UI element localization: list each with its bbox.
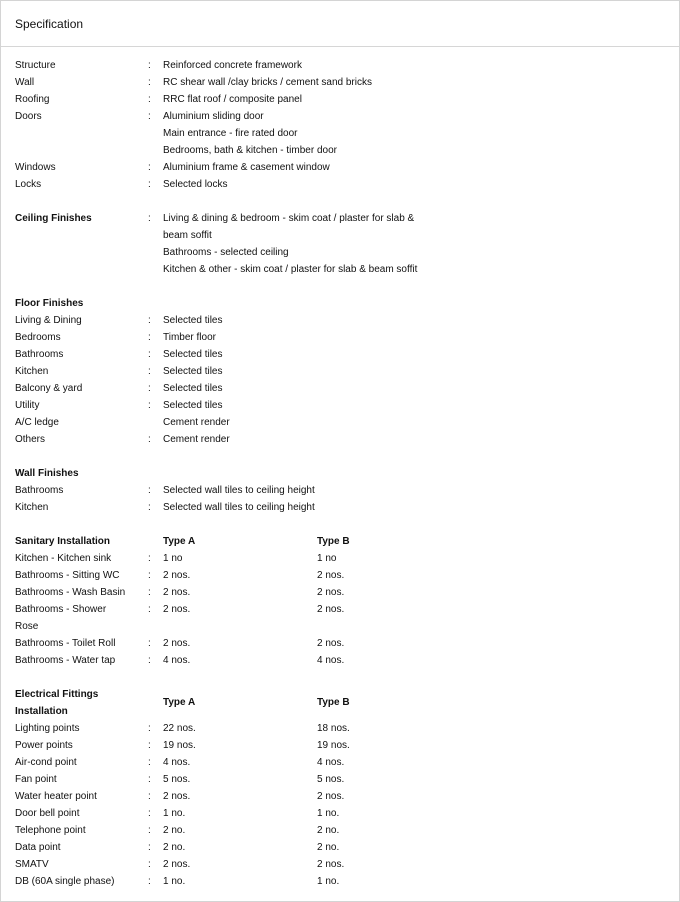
type-b-value: 2 no. — [317, 825, 340, 836]
colon: : — [148, 808, 151, 819]
type-b-value: 1 no — [317, 553, 337, 564]
colon: : — [148, 638, 151, 649]
type-a-value: 5 nos. — [163, 774, 191, 785]
spec-value: RC shear wall /clay bricks / cement sand bricks — [163, 77, 372, 88]
spec-label: Others — [15, 434, 46, 445]
section-heading: Ceiling Finishes — [15, 213, 92, 224]
spec-label: SMATV — [15, 859, 49, 870]
table-row — [15, 805, 679, 822]
spec-row — [15, 57, 679, 74]
colon: : — [148, 162, 151, 173]
spec-value: Main entrance - fire rated door — [163, 128, 298, 139]
page-title: Specification — [15, 16, 84, 31]
spec-value: Aluminium frame & casement window — [163, 162, 330, 173]
colon: : — [148, 740, 151, 751]
spec-value: Cement render — [163, 434, 230, 445]
type-a-heading: Type A — [163, 536, 196, 547]
type-a-heading: Type A — [163, 697, 196, 708]
colon: : — [148, 842, 151, 853]
colon: : — [148, 383, 151, 394]
spec-row — [15, 176, 679, 193]
type-b-value: 18 nos. — [317, 723, 350, 734]
spec-label: Bedrooms — [15, 332, 61, 343]
spec-label: Rose — [15, 621, 39, 632]
colon: : — [148, 434, 151, 445]
colon: : — [148, 332, 151, 343]
table-row — [15, 839, 679, 856]
section-heading-row — [15, 533, 679, 550]
spec-row — [15, 261, 679, 278]
colon: : — [148, 876, 151, 887]
spec-label: Kitchen — [15, 502, 49, 513]
type-a-value: 2 nos. — [163, 570, 191, 581]
spec-row — [15, 482, 679, 499]
section-heading: Wall Finishes — [15, 468, 79, 479]
type-b-value: 4 nos. — [317, 655, 345, 666]
spec-row — [15, 74, 679, 91]
spec-label: Lighting points — [15, 723, 80, 734]
type-b-value: 2 no. — [317, 842, 340, 853]
type-a-value: 22 nos. — [163, 723, 196, 734]
type-b-value: 2 nos. — [317, 638, 345, 649]
type-a-value: 2 nos. — [163, 638, 191, 649]
type-b-value: 2 nos. — [317, 570, 345, 581]
spec-row — [15, 125, 679, 142]
spec-label: Bathrooms - Shower — [15, 604, 107, 615]
colon: : — [148, 859, 151, 870]
colon: : — [148, 179, 151, 190]
spec-row — [15, 244, 679, 261]
table-row — [15, 652, 679, 669]
spec-label: Data point — [15, 842, 61, 853]
ceiling-section — [15, 210, 679, 278]
type-a-value: 4 nos. — [163, 757, 191, 768]
type-b-heading: Type B — [317, 697, 350, 708]
spec-label: Structure — [15, 60, 56, 71]
spec-label: Door bell point — [15, 808, 80, 819]
colon: : — [148, 570, 151, 581]
colon: : — [148, 366, 151, 377]
section-heading-row — [15, 703, 679, 720]
table-row — [15, 720, 679, 737]
spec-row — [15, 499, 679, 516]
type-a-value: 1 no — [163, 553, 183, 564]
type-b-value: 4 nos. — [317, 757, 345, 768]
spec-label: Locks — [15, 179, 42, 190]
type-a-value: 2 nos. — [163, 791, 191, 802]
table-row — [15, 635, 679, 652]
spec-value: Aluminium sliding door — [163, 111, 264, 122]
section-heading-row — [15, 686, 679, 708]
section-heading-row — [15, 295, 679, 312]
colon: : — [148, 94, 151, 105]
type-a-value: 2 nos. — [163, 859, 191, 870]
type-a-value: 2 nos. — [163, 604, 191, 615]
section-heading: Floor Finishes — [15, 298, 84, 309]
type-b-value: 2 nos. — [317, 791, 345, 802]
spec-label: Telephone point — [15, 825, 86, 836]
sanitary-section — [15, 533, 679, 669]
colon: : — [148, 604, 151, 615]
spec-value: RRC flat roof / composite panel — [163, 94, 302, 105]
spec-row — [15, 108, 679, 125]
structure-section — [15, 57, 679, 193]
table-row — [15, 618, 679, 635]
spec-value: Selected tiles — [163, 315, 223, 326]
type-a-value: 19 nos. — [163, 740, 196, 751]
table-row — [15, 856, 679, 873]
spec-label: Balcony & yard — [15, 383, 83, 394]
colon: : — [148, 587, 151, 598]
spec-row — [15, 380, 679, 397]
spec-value: Selected tiles — [163, 366, 223, 377]
type-a-value: 4 nos. — [163, 655, 191, 666]
type-b-value: 2 nos. — [317, 604, 345, 615]
spec-value: Cement render — [163, 417, 230, 428]
spec-row — [15, 363, 679, 380]
colon: : — [148, 655, 151, 666]
spec-label: Bathrooms — [15, 485, 64, 496]
spec-value: Selected wall tiles to ceiling height — [163, 502, 315, 513]
spec-value: Living & dining & bedroom - skim coat / plaster for slab & — [163, 213, 415, 224]
spec-label: Water heater point — [15, 791, 97, 802]
spec-row — [15, 346, 679, 363]
spec-label: Windows — [15, 162, 56, 173]
colon: : — [148, 213, 151, 224]
spec-value: Selected tiles — [163, 383, 223, 394]
panel-header — [1, 1, 679, 47]
colon: : — [148, 349, 151, 360]
type-b-value: 5 nos. — [317, 774, 345, 785]
table-row — [15, 601, 679, 618]
colon: : — [148, 774, 151, 785]
section-heading-row — [15, 465, 679, 482]
spec-value: Bathrooms - selected ceiling — [163, 247, 289, 258]
wall-section — [15, 465, 679, 516]
spec-row — [15, 91, 679, 108]
table-row — [15, 771, 679, 788]
section-heading-line2: Installation — [15, 706, 68, 717]
table-row — [15, 584, 679, 601]
spec-value: beam soffit — [163, 230, 212, 241]
colon: : — [148, 60, 151, 71]
spec-label: Wall — [15, 77, 35, 88]
table-row — [15, 737, 679, 754]
section-heading: Electrical Fittings — [15, 689, 99, 700]
colon: : — [148, 825, 151, 836]
colon: : — [148, 723, 151, 734]
spec-row — [15, 210, 679, 227]
type-a-value: 2 no. — [163, 825, 186, 836]
spec-label: Bathrooms - Sitting WC — [15, 570, 120, 581]
spec-row — [15, 142, 679, 159]
type-a-value: 2 nos. — [163, 587, 191, 598]
type-b-value: 1 no. — [317, 876, 340, 887]
floor-section — [15, 295, 679, 448]
type-a-value: 1 no. — [163, 808, 186, 819]
type-a-value: 1 no. — [163, 876, 186, 887]
spec-label: DB (60A single phase) — [15, 876, 115, 887]
colon: : — [148, 111, 151, 122]
type-b-value: 2 nos. — [317, 859, 345, 870]
table-row — [15, 788, 679, 805]
spec-value: Bedrooms, bath & kitchen - timber door — [163, 145, 337, 156]
colon: : — [148, 502, 151, 513]
section-heading: Sanitary Installation — [15, 536, 111, 547]
spec-value: Timber floor — [163, 332, 216, 343]
type-a-value: 2 no. — [163, 842, 186, 853]
type-b-value: 19 nos. — [317, 740, 350, 751]
spec-label: Living & Dining — [15, 315, 82, 326]
spec-label: Bathrooms - Toilet Roll — [15, 638, 116, 649]
table-row — [15, 754, 679, 771]
spec-value: Selected wall tiles to ceiling height — [163, 485, 315, 496]
type-b-value: 1 no. — [317, 808, 340, 819]
spec-value: Reinforced concrete framework — [163, 60, 302, 71]
type-b-value: 2 nos. — [317, 587, 345, 598]
colon: : — [148, 400, 151, 411]
table-row — [15, 822, 679, 839]
spec-label: Bathrooms - Wash Basin — [15, 587, 126, 598]
colon: : — [148, 791, 151, 802]
spec-label: Power points — [15, 740, 73, 751]
spec-content — [1, 47, 679, 890]
spec-row — [15, 329, 679, 346]
spec-label: Bathrooms — [15, 349, 64, 360]
spec-value: Selected locks — [163, 179, 228, 190]
table-row — [15, 567, 679, 584]
electrical-section — [15, 686, 679, 890]
spec-label: A/C ledge — [15, 417, 59, 428]
spec-label: Kitchen — [15, 366, 49, 377]
spec-value: Selected tiles — [163, 400, 223, 411]
colon: : — [148, 553, 151, 564]
table-row — [15, 550, 679, 567]
spec-row — [15, 431, 679, 448]
spec-label: Utility — [15, 400, 40, 411]
spec-label: Kitchen - Kitchen sink — [15, 553, 112, 564]
spec-label: Doors — [15, 111, 42, 122]
colon: : — [148, 757, 151, 768]
spec-row — [15, 227, 679, 244]
colon: : — [148, 315, 151, 326]
spec-row — [15, 397, 679, 414]
type-b-heading: Type B — [317, 536, 350, 547]
spec-label: Bathrooms - Water tap — [15, 655, 116, 666]
spec-value: Kitchen & other - skim coat / plaster for slab & beam soffit — [163, 264, 418, 275]
spec-row — [15, 159, 679, 176]
spec-label: Roofing — [15, 94, 50, 105]
colon: : — [148, 77, 151, 88]
table-row — [15, 873, 679, 890]
spec-row — [15, 414, 679, 431]
colon: : — [148, 485, 151, 496]
spec-row — [15, 312, 679, 329]
spec-label: Air-cond point — [15, 757, 77, 768]
spec-value: Selected tiles — [163, 349, 223, 360]
spec-label: Fan point — [15, 774, 57, 785]
